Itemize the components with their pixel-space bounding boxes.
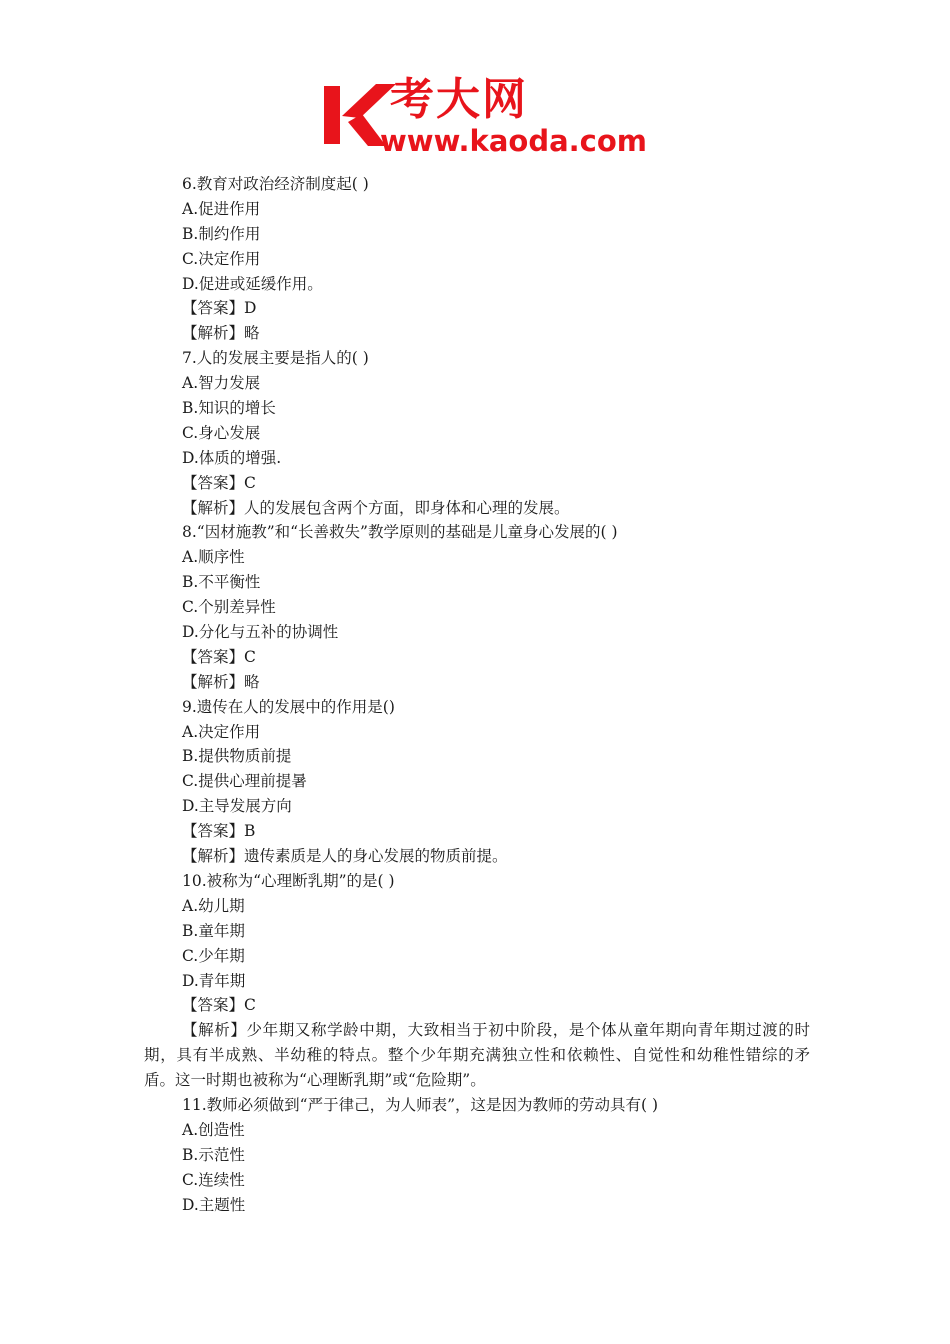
kaoda-logo [318, 74, 647, 160]
question-9: 9.遗传在人的发展中的作用是() [182, 697, 395, 716]
option-a: A.顺序性 [182, 548, 245, 567]
option-a: A.幼儿期 [182, 896, 245, 915]
document-body [144, 172, 810, 1217]
analysis: 【解析】人的发展包含两个方面，即身体和心理的发展。 [182, 498, 570, 517]
option-d: D.促进或延缓作用。 [182, 274, 323, 293]
analysis: 【解析】略 [182, 672, 260, 691]
option-b: B.提供物质前提 [182, 747, 292, 766]
option-c: C.决定作用 [182, 249, 261, 268]
option-c: C.个别差异性 [182, 598, 276, 617]
question-8: 8.“因材施教”和“长善救失”教学原则的基础是儿童身心发展的( ) [182, 523, 618, 542]
answer: 【答案】C [182, 473, 256, 492]
option-a: A.创造性 [182, 1120, 245, 1139]
option-b: B.不平衡性 [182, 573, 261, 592]
option-c: C.身心发展 [182, 423, 261, 442]
option-a: A.促进作用 [182, 199, 261, 218]
analysis-paragraph: 【解析】少年期又称学龄中期，大致相当于初中阶段，是个体从童年期向青年期过渡的时期，具有半成熟、半幼稚的特点。整个少年期充满独立性和依赖性、自觉性和幼稚性错综的矛盾。这一时期也被称为“心理断乳期”或“危险期”。 [144, 1021, 810, 1090]
answer: 【答案】B [182, 822, 256, 841]
option-a: A.智力发展 [182, 374, 261, 393]
option-b: B.知识的增长 [182, 399, 276, 418]
option-d: D.主导发展方向 [182, 797, 292, 816]
answer: 【答案】D [182, 299, 257, 318]
answer: 【答案】C [182, 996, 256, 1015]
logo-url: www.kaoda.com [380, 124, 647, 158]
question-7: 7.人的发展主要是指人的( ) [182, 349, 369, 368]
option-d: D.分化与五补的协调性 [182, 623, 339, 642]
option-c: C.提供心理前提暑 [182, 772, 307, 791]
answer: 【答案】C [182, 647, 256, 666]
analysis: 【解析】略 [182, 324, 260, 343]
option-c: C.连续性 [182, 1170, 245, 1189]
option-b: B.制约作用 [182, 224, 261, 243]
analysis: 【解析】遗传素质是人的身心发展的物质前提。 [182, 847, 508, 866]
option-d: D.青年期 [182, 971, 246, 990]
question-10: 10.被称为“心理断乳期”的是( ) [182, 871, 395, 890]
option-a: A.决定作用 [182, 722, 261, 741]
option-c: C.少年期 [182, 946, 245, 965]
option-d: D.主题性 [182, 1195, 246, 1214]
logo-chinese-name: 考大网 [390, 74, 528, 125]
option-b: B.童年期 [182, 921, 245, 940]
question-6: 6.教育对政治经济制度起( ) [182, 175, 369, 193]
question-11: 11.教师必须做到“严于律己，为人师表”，这是因为教师的劳动具有( ) [182, 1096, 659, 1114]
option-d: D.体质的增强. [182, 448, 282, 467]
option-b: B.示范性 [182, 1145, 245, 1164]
